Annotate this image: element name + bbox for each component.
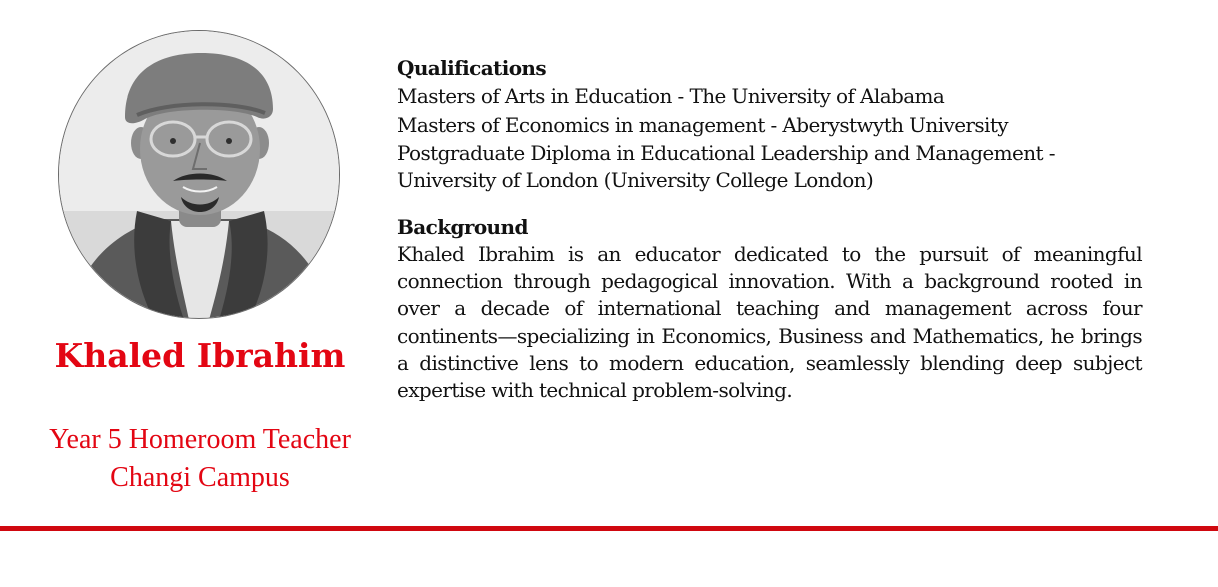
- profile-details: [397, 54, 1142, 404]
- section-spacer: [397, 194, 1142, 213]
- qualifications-heading: Qualifications: [397, 56, 547, 80]
- background-heading: Background: [397, 215, 528, 239]
- teacher-role: Year 5 Homeroom Teacher: [49, 424, 351, 455]
- teacher-name: Khaled Ibrahim: [54, 336, 346, 375]
- qualification-item: Postgraduate Diploma in Educational Leadership and Management - University of London (University College London): [397, 141, 1055, 192]
- qualification-item: Masters of Arts in Education - The University of Alabama: [397, 84, 945, 108]
- teacher-campus: Changi Campus: [110, 462, 290, 493]
- footer-divider: [0, 526, 1218, 531]
- teacher-role-block: [0, 421, 400, 497]
- background-paragraph: Khaled Ibrahim is an educator dedicated to the pursuit of meaningful connection through pedagogical innovation. With a background rooted in over a decade of international teaching and management across four continents—specializing in Economics, Business and Mathematics, he brings a distinctive lens to modern education, seamlessly blending deep subject expertise with technical problem-solving.: [397, 242, 1142, 403]
- profile-photo: [58, 30, 340, 319]
- qualification-item: Masters of Economics in management - Aberystwyth University: [397, 113, 1008, 137]
